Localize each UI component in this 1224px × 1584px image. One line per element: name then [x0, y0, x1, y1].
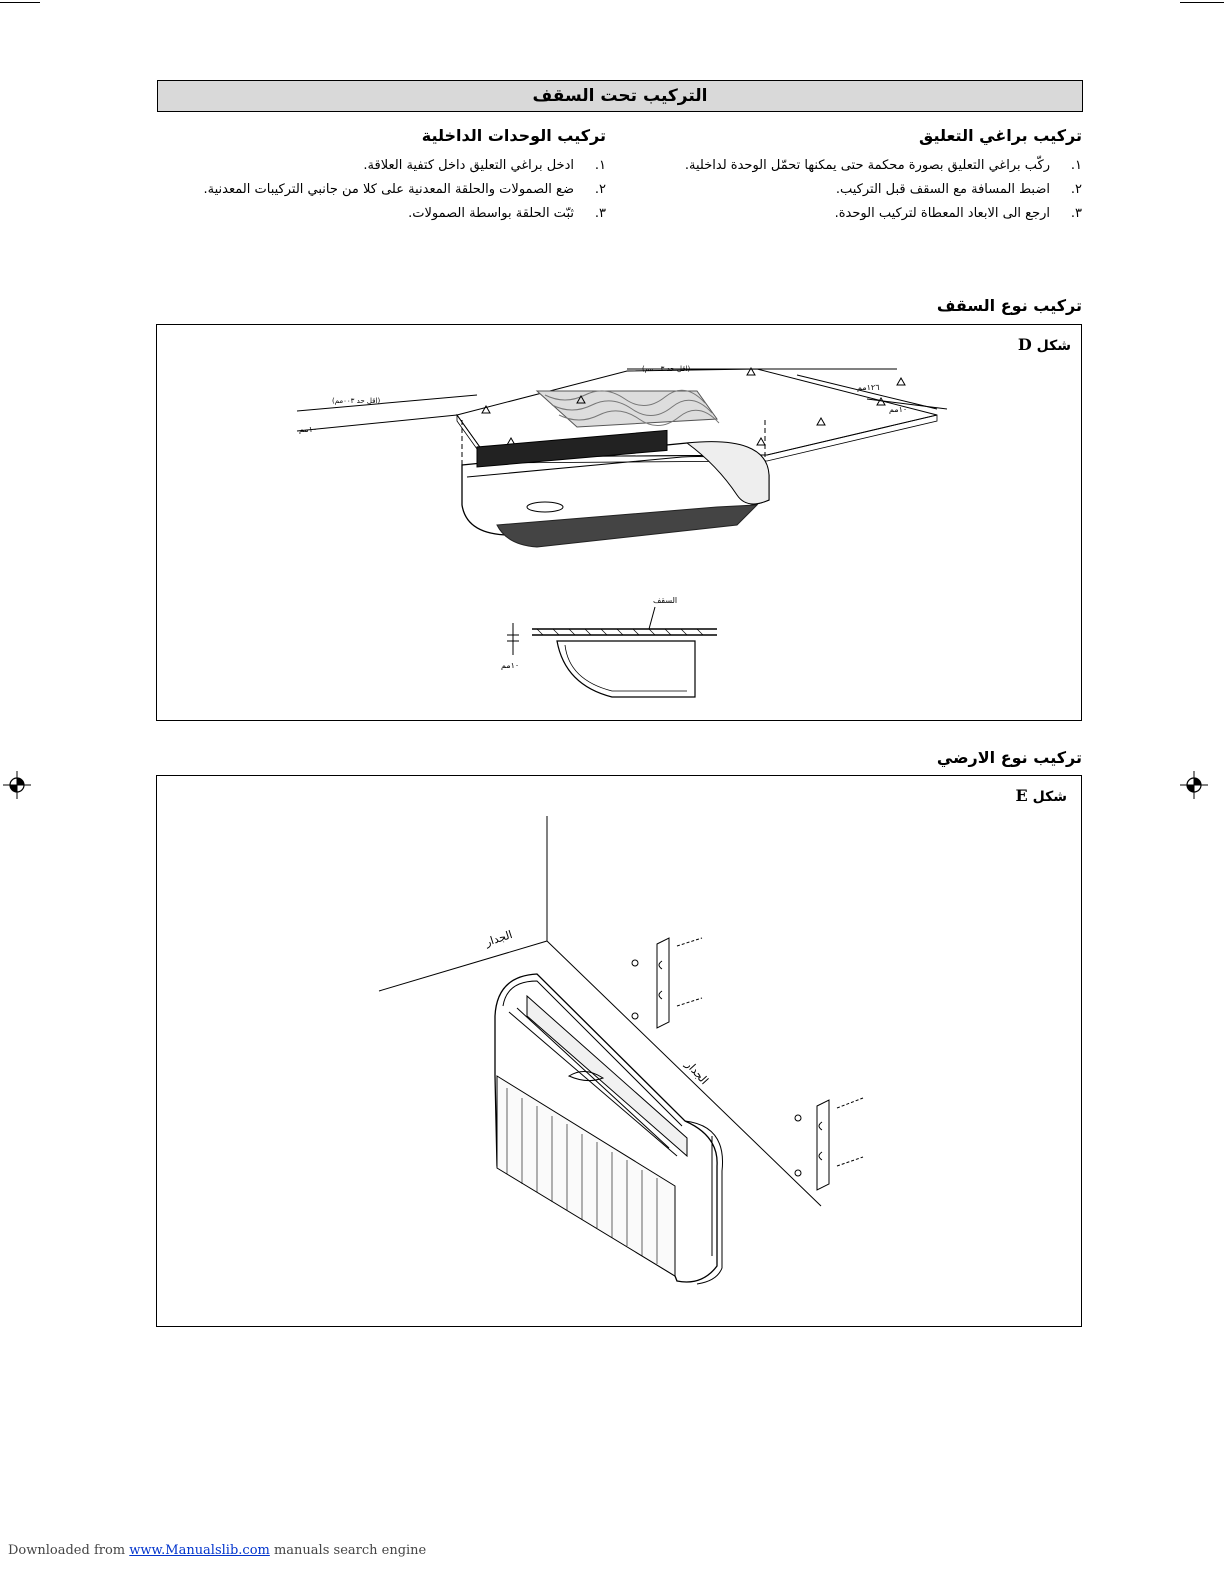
figure-e-label: شكل E	[1015, 786, 1067, 805]
wall-label-left: الجدار	[483, 928, 514, 949]
indoor-units-section	[190, 124, 606, 226]
figure-d-label: شكل D	[1017, 335, 1071, 354]
dim-top-label: (اقل حد ٠٠٣مم)	[642, 365, 691, 373]
hanger-bolts-list	[640, 154, 1082, 226]
footer	[8, 1543, 426, 1558]
ceiling-unit-drawing	[157, 325, 1081, 720]
list-item: ١. ادخل براغي التعليق داخل كتفية العلاقة.	[363, 158, 606, 173]
wall-label-right: الجدار	[682, 1057, 711, 1088]
list-item: ٣. ارجع الى الابعاد المعطاة لتركيب الوحدة.	[834, 206, 1082, 221]
indoor-units-list	[190, 154, 606, 226]
dim-gap-label: ١٠مم	[501, 661, 520, 670]
list-item: ٣. ثبّت الحلقة بواسطة الصمولات.	[408, 206, 606, 221]
floor-unit-drawing	[157, 776, 1081, 1326]
crop-mark-top-left	[0, 2, 40, 3]
list-item: ١. ركّب براغي التعليق بصورة محكمة حتى يمكنها تحمّل الوحدة لداخلية.	[684, 158, 1082, 173]
manualslib-link[interactable]: www.Manualslib.com	[129, 1543, 270, 1558]
list-item: ٢. ضع الصمولات والحلقة المعدنية على كلا من جانبي التركيبات المعدنية.	[203, 182, 606, 197]
hanger-bolts-heading: تركيب براغي التعليق	[919, 126, 1082, 145]
registration-mark-right-icon	[1180, 771, 1208, 799]
ceiling-label: السقف	[653, 596, 678, 605]
dim-right-label: ١٢٦مم	[857, 383, 880, 392]
footer-prefix: Downloaded from	[8, 1543, 126, 1558]
figure-e-box	[156, 775, 1082, 1327]
dim-10-right-label: ١٠مم	[889, 405, 908, 414]
dim-left-label: (اقل حد ٠٠٣مم)	[332, 397, 381, 405]
list-item: ٢. اضبط المسافة مع السقف قبل التركيب.	[835, 182, 1082, 197]
figure-d-box	[156, 324, 1082, 721]
crop-mark-top-right	[1180, 2, 1224, 3]
page-title: التركيب تحت السقف	[157, 80, 1083, 112]
indoor-units-heading: تركيب الوحدات الداخلية	[421, 126, 606, 145]
registration-mark-left-icon	[3, 771, 31, 799]
floor-type-title: تركيب نوع الارضي	[936, 748, 1082, 767]
footer-suffix: manuals search engine	[273, 1543, 427, 1558]
ceiling-type-title: تركيب نوع السقف	[936, 296, 1082, 315]
hanger-bolts-section	[640, 124, 1082, 226]
dim-10-left-label: ١٠مم	[299, 425, 318, 434]
